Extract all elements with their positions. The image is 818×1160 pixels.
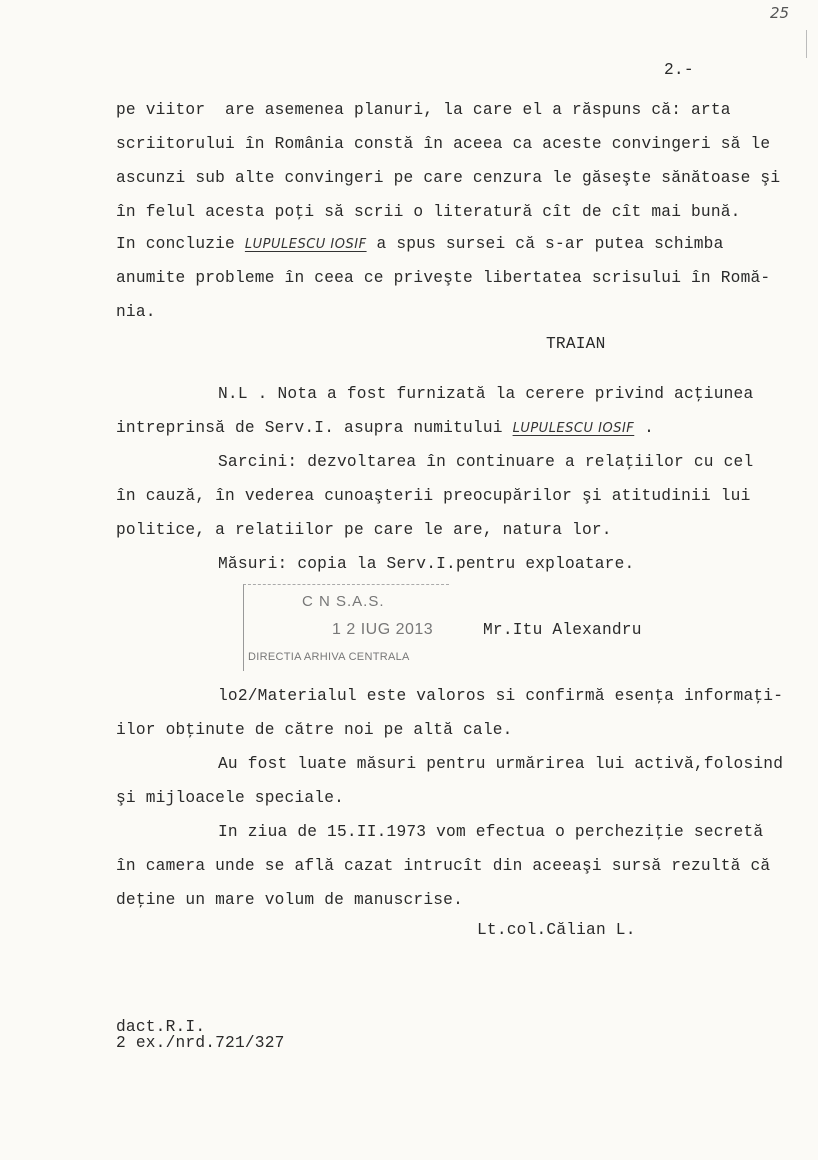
report-line: în camera unde se află cazat intrucît din aceeaşi sursă rezultă că: [116, 857, 771, 875]
report-line: lo2/Materialul este valoros si confirmă esenţa informaţi-: [218, 687, 784, 705]
measures-line: Măsuri: copia la Serv.I.pentru exploatare.: [218, 555, 635, 573]
officer-signature: Mr.Itu Alexandru: [483, 621, 642, 639]
footer-line: dact.R.I.: [116, 1018, 206, 1036]
folio-number: 25: [770, 4, 790, 22]
archive-stamp: [243, 584, 449, 671]
conclusion-prefix: In concluzie: [116, 235, 245, 253]
body-line: în felul acesta poţi să scrii o literatură cît de cît mai bună.: [116, 203, 741, 221]
tasks-line: Sarcini: dezvoltarea în continuare a relaţiilor cu cel: [218, 453, 754, 471]
report-line: şi mijloacele speciale.: [116, 789, 345, 807]
note-line-suffix: .: [634, 419, 655, 437]
body-line: pe viitor are asemenea planuri, la care el a răspuns că: arta: [116, 101, 731, 119]
note-line: N.L . Nota a fost furnizată la cerere privind acţiunea: [218, 385, 754, 403]
page-number: 2.-: [664, 61, 694, 79]
handwritten-name: LUPULESCU IOSIF: [244, 237, 367, 252]
officer-signature: Lt.col.Călian L.: [477, 921, 636, 939]
stamp-line: C N S.A.S.: [302, 593, 385, 610]
margin-mark: [806, 30, 807, 58]
body-line: anumite probleme în ceea ce priveşte libertatea scrisului în Romă-: [116, 269, 771, 287]
body-line: nia.: [116, 303, 156, 321]
body-line: ascunzi sub alte convingeri pe care cenzura le găseşte sănătoase şi: [116, 169, 781, 187]
report-line: Au fost luate măsuri pentru urmărirea lui activă,folosind: [218, 755, 784, 773]
conclusion-line: [116, 234, 724, 255]
footer-line: 2 ex./nrd.721/327: [116, 1034, 285, 1052]
report-line: ilor obţinute de către noi pe altă cale.: [116, 721, 513, 739]
stamp-date: 1 2 IUG 2013: [332, 621, 434, 638]
tasks-line: în cauză, în vederea cunoaşterii preocupărilor şi atitudinii lui: [116, 487, 751, 505]
body-line: scriitorului în România constă în aceea ca aceste convingeri să le: [116, 135, 771, 153]
stamp-line: DIRECTIA ARHIVA CENTRALA: [248, 651, 410, 663]
source-signature: TRAIAN: [546, 335, 606, 353]
note-line: [116, 418, 654, 439]
handwritten-name: LUPULESCU IOSIF: [512, 421, 635, 436]
report-line: deţine un mare volum de manuscrise.: [116, 891, 463, 909]
conclusion-suffix: a spus sursei că s-ar putea schimba: [366, 235, 724, 253]
note-line-prefix: intreprinsă de Serv.I. asupra numitului: [116, 419, 513, 437]
tasks-line: politice, a relatiilor pe care le are, natura lor.: [116, 521, 612, 539]
report-line: In ziua de 15.II.1973 vom efectua o percheziţie secretă: [218, 823, 764, 841]
